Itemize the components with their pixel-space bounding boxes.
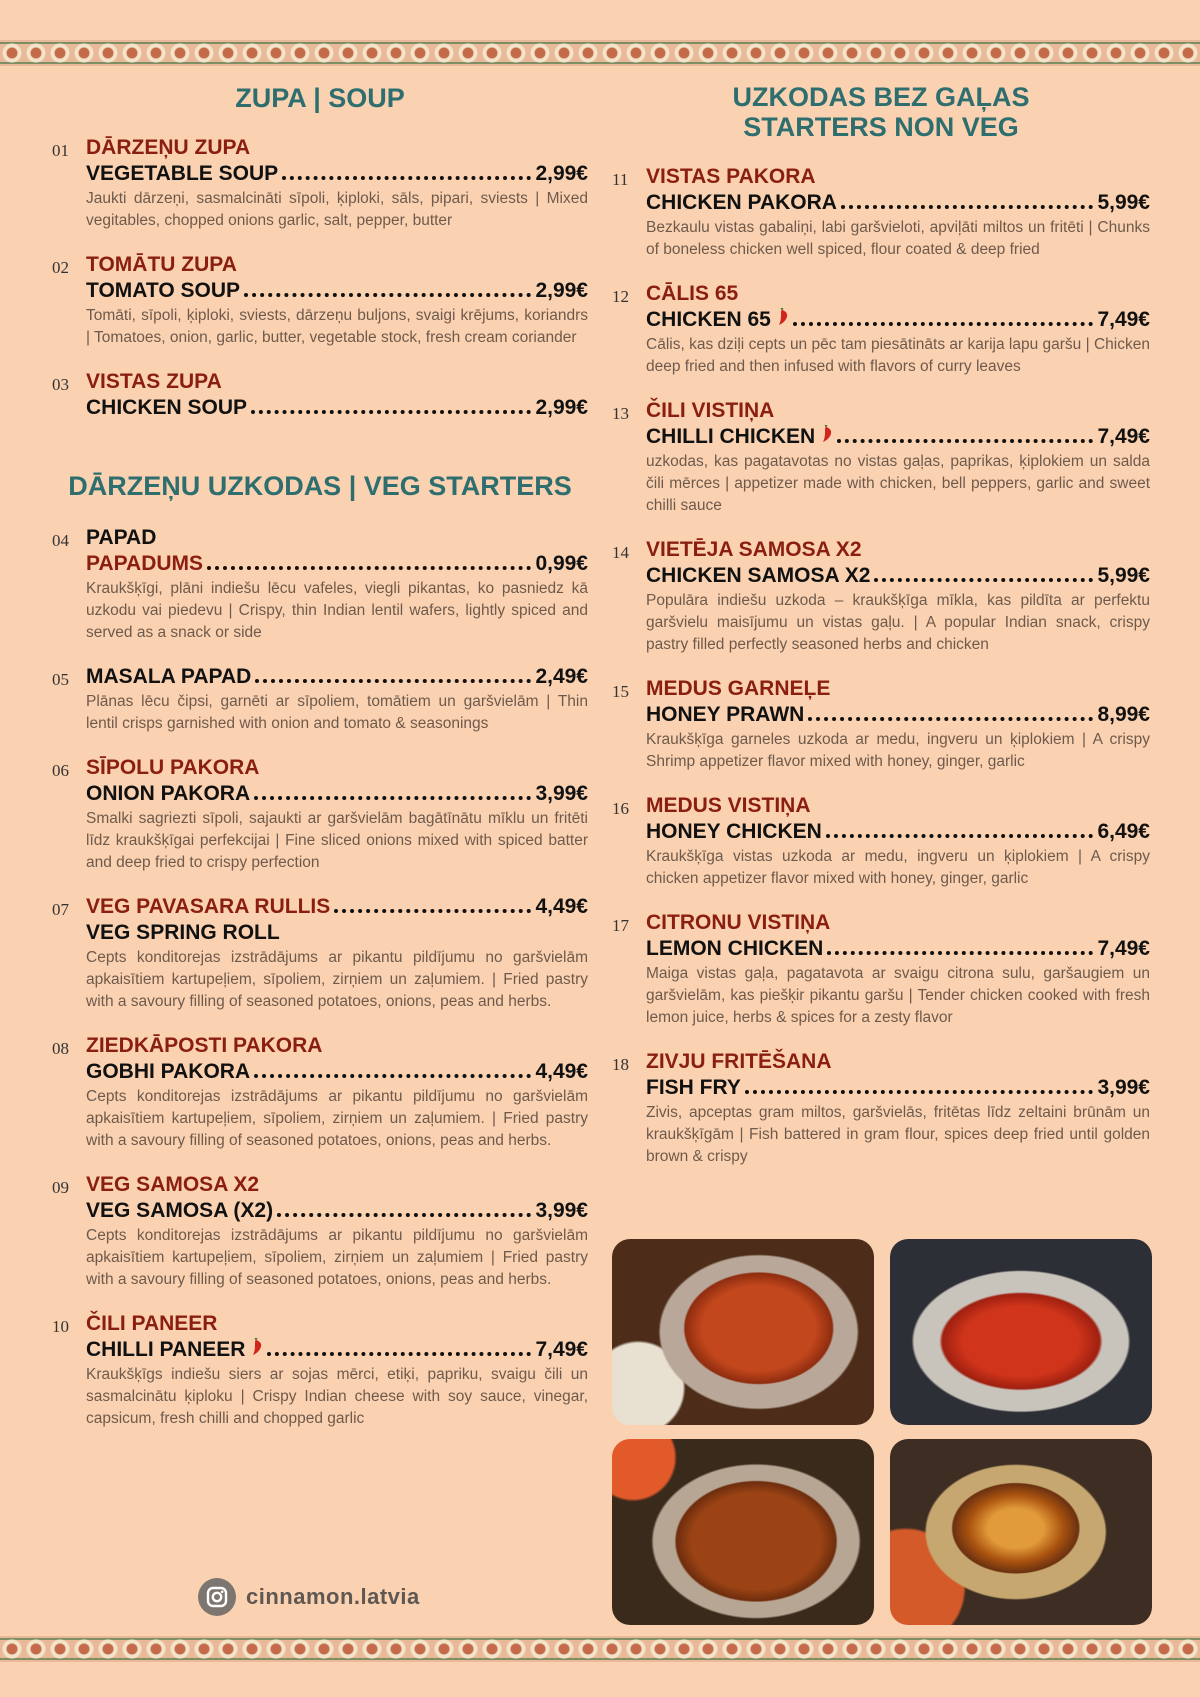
item-name-en: ONION PAKORA — [86, 782, 251, 805]
veg-starters-section-title: DĀRZEŅU UZKODAS | VEG STARTERS — [68, 471, 572, 501]
chili-pepper-icon — [251, 1338, 263, 1356]
item-name-en-row — [86, 395, 588, 421]
item-name-lv: VEG SAMOSA X2 — [86, 1173, 260, 1196]
food-photo-chilli-dish — [890, 1239, 1152, 1425]
dot-leader — [874, 578, 1093, 582]
item-name-en: CHICKEN 65 — [646, 308, 771, 331]
item-name-en-row — [86, 161, 588, 187]
non-veg-starters-list — [612, 164, 1150, 1168]
item-number: 15 — [612, 682, 629, 701]
menu-item — [612, 793, 1150, 890]
instagram-link[interactable] — [198, 1578, 420, 1616]
item-name-en-row — [86, 781, 588, 807]
menu-item — [52, 369, 588, 421]
item-price: 7,49€ — [535, 1338, 588, 1361]
soup-list — [52, 135, 588, 421]
item-price: 3,99€ — [1097, 1076, 1150, 1099]
item-name-en: HONEY PRAWN — [646, 703, 805, 726]
item-number: 17 — [612, 916, 629, 935]
non-veg-title-en: STARTERS NON VEG — [743, 112, 1019, 142]
menu-item — [52, 755, 588, 874]
menu-item — [52, 135, 588, 232]
item-description: Populāra indiešu uzkoda – kraukšķīga mīkla, kas pildīta ar perfektu garšvielu maisījumu un vistas gaļu. | A popular Indian snack, crispy pastry filled perfectly seasoned herbs and chicken — [646, 592, 1150, 653]
item-name-lv: VEG PAVASARA RULLIS — [86, 895, 331, 918]
dot-leader — [277, 1213, 531, 1217]
food-photo-curry-pot — [612, 1439, 874, 1625]
item-number: 02 — [52, 258, 69, 277]
item-description: Tomāti, sīpoli, ķiploki, sviests, dārzeņu buljons, svaigi krējums, koriandrs | Tomatoes, onion, garlic, butter, vegetable stock, fresh cream coriander — [86, 307, 588, 346]
item-price: 3,99€ — [535, 782, 588, 805]
item-name-lv: ZIEDKĀPOSTI PAKORA — [86, 1034, 323, 1057]
item-description: Kraukšķīgs indiešu siers ar sojas mērci, etiķi, papriku, svaigu čili un sasmalcinātu ķiploku | Crispy Indian cheese with soy sauce, vinegar, capsicum, fresh chilli and chopped garlic — [86, 1366, 588, 1427]
dot-leader — [826, 834, 1094, 838]
item-description: Kraukšķīgi, plāni indiešu lēcu vafeles, viegli pikantas, ko pasniedz kā uzkodu vai piedevu | Crispy, thin Indian lentil wafers, lightly spiced and served as a snack or side — [86, 580, 588, 641]
item-description: Zivis, apceptas gram miltos, garšvielās, fritētas līdz zeltaini brūnām un kraukšķīgām | Fish battered in gram flour, spices deep fried until golden brown & crispy — [646, 1104, 1150, 1165]
dot-leader — [267, 1352, 531, 1356]
menu-item — [52, 894, 588, 1013]
item-description: Kraukšķīga garneles uzkoda ar medu, ingveru un ķiplokiem | A crispy Shrimp appetizer flavor mixed with honey, ginger, garlic — [646, 731, 1150, 770]
food-photo-curry-bowl — [612, 1239, 874, 1425]
item-name-en-row — [646, 936, 1150, 962]
item-name-lv: CĀLIS 65 — [646, 282, 739, 305]
item-name-lv: VISTAS ZUPA — [86, 370, 222, 393]
item-number: 10 — [52, 1317, 69, 1336]
menu-item — [612, 281, 1150, 378]
item-price: 7,49€ — [1097, 937, 1150, 960]
item-number: 01 — [52, 141, 69, 160]
non-veg-title-lv: UZKODAS BEZ GAĻAS — [732, 82, 1030, 112]
chili-pepper-icon — [777, 308, 789, 326]
item-description: Plānas lēcu čipsi, garnēti ar sīpoliem, tomātiem un garšvielām | Thin lentil crisps garnished with onion and tomato & seasonings — [86, 693, 588, 732]
menu-item — [612, 910, 1150, 1029]
item-name-en-row — [86, 664, 588, 690]
item-name-en: CHILLI PANEER — [86, 1338, 246, 1361]
dot-leader — [282, 176, 531, 180]
item-name-en: LEMON CHICKEN — [646, 937, 824, 960]
menu-item — [52, 664, 588, 735]
item-name-lv: ČILI VISTIŅA — [646, 399, 775, 422]
food-photo-grid — [612, 1239, 1150, 1625]
decorative-border-top — [0, 40, 1200, 66]
menu-item — [52, 1033, 588, 1152]
item-name-lv: CITRONU VISTIŅA — [646, 911, 831, 934]
veg-starters-list — [52, 525, 588, 1430]
dot-leader — [793, 322, 1094, 326]
menu-item — [612, 164, 1150, 261]
item-name-en-row — [646, 190, 1150, 216]
item-name-lv: VIETĒJA SAMOSA X2 — [646, 538, 862, 561]
item-price: 2,99€ — [535, 162, 588, 185]
item-number: 04 — [52, 531, 69, 550]
item-name-en-row — [86, 1198, 588, 1224]
item-name-en: HONEY CHICKEN — [646, 820, 822, 843]
item-number: 16 — [612, 799, 629, 818]
right-column — [612, 82, 1150, 1168]
dot-leader — [808, 717, 1093, 721]
item-name-en-row — [646, 702, 1150, 728]
menu-item — [612, 398, 1150, 517]
dot-leader — [254, 796, 531, 800]
item-name-lv: MEDUS GARNEĻE — [646, 677, 831, 700]
item-name-en: MASALA PAPAD — [86, 665, 252, 688]
item-name-en: FISH FRY — [646, 1076, 741, 1099]
item-name-en-row — [86, 1337, 588, 1363]
item-name-en: CHICKEN SOUP — [86, 396, 248, 419]
item-name-lv-row — [86, 894, 588, 920]
item-name-lv: MEDUS VISTIŅA — [646, 794, 811, 817]
item-name-lv: PAPAD — [86, 526, 157, 549]
item-name-en: CHICKEN PAKORA — [646, 191, 837, 214]
menu-item — [612, 1049, 1150, 1168]
item-price: 5,99€ — [1097, 191, 1150, 214]
dot-leader — [207, 566, 531, 570]
item-name-en: VEG SPRING ROLL — [86, 921, 280, 944]
item-name-en-row — [646, 307, 1150, 333]
item-number: 13 — [612, 404, 629, 423]
item-description: Maiga vistas gaļa, pagatavota ar svaigu citrona sulu, garšaugiem un garšvielām, kas piešķir pikantu garšu | Tender chicken cooked with fresh lemon juice, herbs & spices for a zesty flavor — [646, 965, 1150, 1026]
item-name-en-row — [86, 920, 588, 946]
non-veg-section-title — [612, 82, 1150, 142]
item-number: 14 — [612, 543, 629, 562]
instagram-handle: cinnamon.latvia — [246, 1584, 420, 1609]
item-price: 7,49€ — [1097, 308, 1150, 331]
item-name-en: VEGETABLE SOUP — [86, 162, 279, 185]
item-number: 12 — [612, 287, 629, 306]
decorative-border-bottom — [0, 1636, 1200, 1662]
item-price: 4,49€ — [535, 895, 588, 918]
dot-leader — [255, 679, 531, 683]
menu-item — [52, 1172, 588, 1291]
item-number: 08 — [52, 1039, 69, 1058]
item-description: Kraukšķīga vistas uzkoda ar medu, ingveru un ķiplokiem | A crispy chicken appetizer flavor mixed with honey, ginger, garlic — [646, 848, 1150, 887]
item-name-en-row — [86, 278, 588, 304]
item-number: 18 — [612, 1055, 629, 1074]
item-description: Jaukti dārzeņi, sasmalcināti sīpoli, ķiploki, sāls, pipari, sviests | Mixed vegitables, chopped onions garlic, salt, pepper, butter — [86, 190, 588, 229]
item-price: 2,99€ — [535, 396, 588, 419]
left-column — [52, 82, 588, 1430]
item-name-en: CHILLI CHICKEN — [646, 425, 816, 448]
item-number: 07 — [52, 900, 69, 919]
dot-leader — [841, 205, 1093, 209]
item-number: 05 — [52, 670, 69, 689]
item-name-lv: SĪPOLU PAKORA — [86, 756, 260, 779]
item-name-en-row — [646, 563, 1150, 589]
item-price: 3,99€ — [535, 1199, 588, 1222]
menu-item — [612, 537, 1150, 656]
item-price: 0,99€ — [535, 552, 588, 575]
item-name-lv: DĀRZEŅU ZUPA — [86, 136, 251, 159]
item-name-en-row — [86, 1059, 588, 1085]
item-name-lv: ZIVJU FRITĒŠANA — [646, 1050, 832, 1073]
item-price: 5,99€ — [1097, 564, 1150, 587]
menu-item — [612, 676, 1150, 773]
item-name-en: PAPADUMS — [86, 552, 204, 575]
chili-pepper-icon — [821, 425, 833, 443]
item-name-lv: ČILI PANEER — [86, 1312, 218, 1335]
item-name-en-row — [86, 551, 588, 577]
item-number: 03 — [52, 375, 69, 394]
dot-leader — [254, 1074, 531, 1078]
dot-leader — [837, 439, 1093, 443]
item-description: Cepts konditorejas izstrādājums ar pikantu pildījumu no garšvielām apkaisītiem kartupeļiem, sīpoliem, zirņiem un zaļumiem. | Fried pastry with a savoury filling of seasoned potatoes, onions, peas and herbs. — [86, 949, 588, 1010]
item-name-en: VEG SAMOSA (X2) — [86, 1199, 274, 1222]
soup-section-title: ZUPA | SOUP — [235, 83, 405, 113]
item-name-lv: TOMĀTU ZUPA — [86, 253, 237, 276]
item-number: 11 — [612, 170, 629, 189]
item-description: Cepts konditorejas izstrādājums ar pikantu pildījumu no garšvielām apkaisītiem kartupeļiem, sīpoliem, zirņiem un zaļumiem. | Fried pastry with a savoury filling of seasoned potatoes, onions, peas and herbs. — [86, 1088, 588, 1149]
item-name-lv: VISTAS PAKORA — [646, 165, 816, 188]
dot-leader — [244, 293, 531, 297]
menu-item — [52, 252, 588, 349]
item-description: Cālis, kas dziļi cepts un pēc tam piesātināts ar karija lapu garšu | Chicken deep fried and then infused with flavors of curry leaves — [646, 336, 1150, 375]
menu-item — [52, 1311, 588, 1430]
dot-leader — [827, 951, 1093, 955]
item-name-en-row — [646, 819, 1150, 845]
dot-leader — [745, 1090, 1094, 1094]
item-description: Cepts konditorejas izstrādājums ar pikantu pildījumu no garšvielām apkaisītiem kartupeļiem, sīpoliem, zirņiem un zaļumiem | Fried pastry with a savoury filling of seasoned potatoes, onions, peas and herbs. — [86, 1227, 588, 1288]
item-price: 4,49€ — [535, 1060, 588, 1083]
instagram-icon — [198, 1578, 236, 1616]
item-name-en: GOBHI PAKORA — [86, 1060, 251, 1083]
item-price: 6,49€ — [1097, 820, 1150, 843]
menu-item — [52, 525, 588, 644]
item-number: 09 — [52, 1178, 69, 1197]
dot-leader — [334, 909, 531, 913]
item-description: uzkodas, kas pagatavotas no vistas gaļas, paprikas, ķiplokiem un salda čili mērces | appetizer made with chicken, bell peppers, garlic and sweet chilli sauce — [646, 453, 1150, 514]
item-name-en-row — [646, 1075, 1150, 1101]
item-name-en-row — [646, 424, 1150, 450]
item-name-en: CHICKEN SAMOSA X2 — [646, 564, 871, 587]
item-description: Smalki sagriezti sīpoli, sajaukti ar garšvielām bagātīnātu mīklu un fritēti līdz kraukšķīgai perfekcijai | Fine sliced onions mixed with spiced batter and deep fried to crispy perfection — [86, 810, 588, 871]
item-price: 2,49€ — [535, 665, 588, 688]
item-price: 7,49€ — [1097, 425, 1150, 448]
item-description: Bezkaulu vistas gabaliņi, labi garšvieloti, apviļāti miltos un fritēti | Chunks of boneless chicken well spiced, flour coated & deep fried — [646, 219, 1150, 258]
item-price: 2,99€ — [535, 279, 588, 302]
item-price: 8,99€ — [1097, 703, 1150, 726]
item-number: 06 — [52, 761, 69, 780]
food-photo-dal-makhani — [890, 1439, 1152, 1625]
item-name-en: TOMATO SOUP — [86, 279, 241, 302]
dot-leader — [251, 410, 531, 414]
